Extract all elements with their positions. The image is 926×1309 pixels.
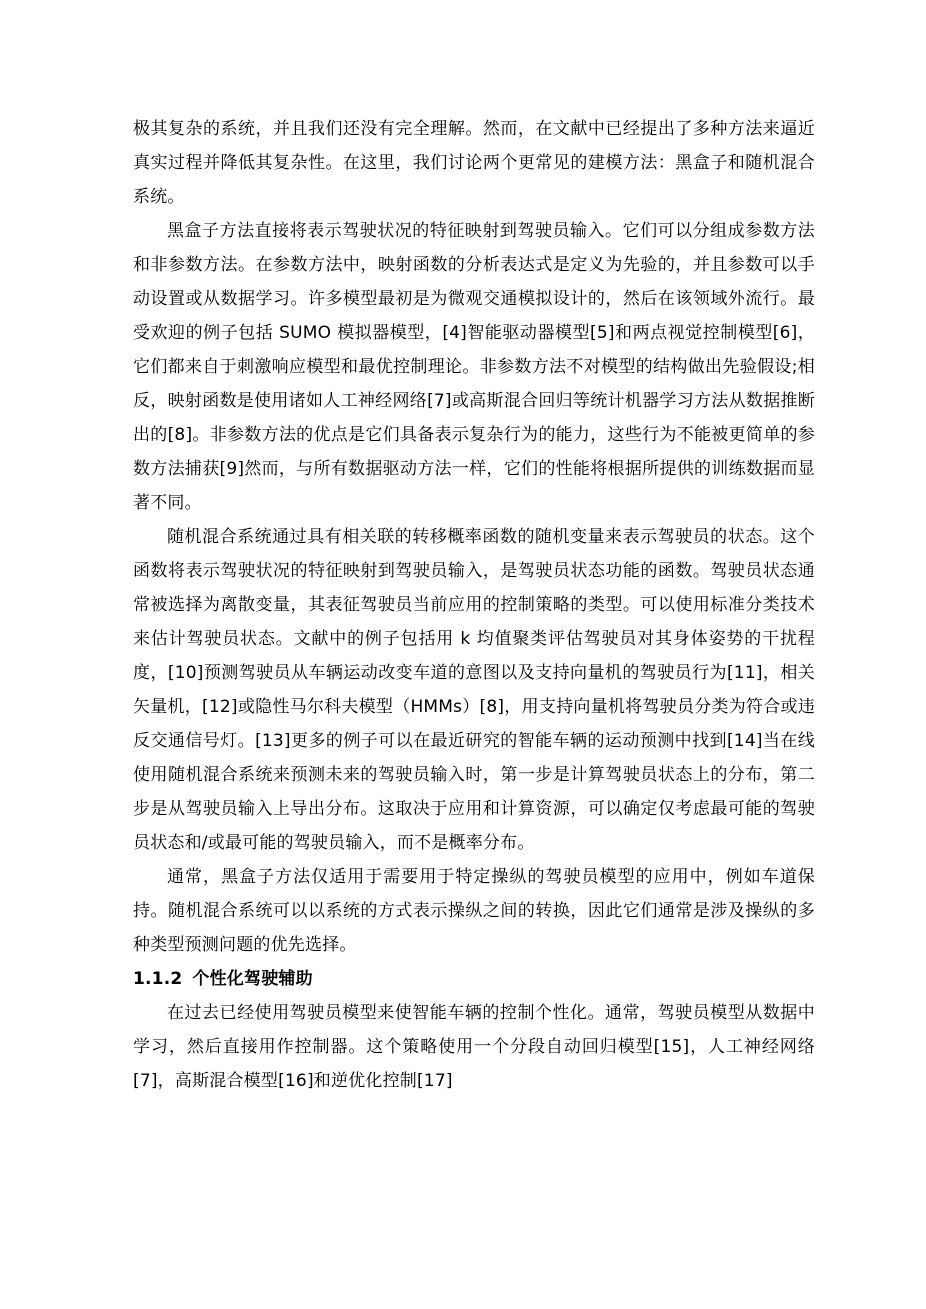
paragraph-comparison: 通常，黑盒子方法仅适用于需要用于特定操纵的驾驶员模型的应用中，例如车道保持。随机混合系统可以以系统的方式表示操纵之间的转换，因此它们通常是涉及操纵的多种类型预测问题的优先选择。 bbox=[133, 867, 815, 955]
paragraph-stochastic-hybrid-systems: 随机混合系统通过具有相关联的转移概率函数的随机变量来表示驾驶员的状态。这个函数将表示驾驶状况的特征映射到驾驶员输入，是驾驶员状态功能的函数。驾驶员状态通常被选择为离散变量，其表征驾驶员当前应用的控制策略的类型。可以使用标准分类技术来估计驾驶员状态。文献中的例子包括用 k 均值聚类评估驾驶员对其身体姿势的干扰程度，[10]预测驾驶员从车辆运动改变车道的意图以及支持向量机的驾驶员行为[11]，相关矢量机，[12]或隐性马尔科夫模型（HMMs）[8]，用支持向量机将驾驶员分类为符合或违反交通信号灯。[13]更多的例子可以在最近研究的智能车辆的运动预测中找到[14]当在线使用随机混合系统来预测未来的驾驶员输入时，第一步是计算驾驶员状态上的分布，第二步是从驾驶员输入上导出分布。这取决于应用和计算资源，可以确定仅考虑最可能的驾驶员状态和/或最可能的驾驶员输入，而不是概率分布。 bbox=[133, 527, 815, 853]
paragraph-black-box-methods: 黑盒子方法直接将表示驾驶状况的特征映射到驾驶员输入。它们可以分组成参数方法和非参数方法。在参数方法中，映射函数的分析表达式是定义为先验的，并且参数可以手动设置或从数据学习。许多模型最初是为微观交通模拟设计的，然后在该领域外流行。最受欢迎的例子包括 SUMO 模拟器模型，[4]智能驱动器模型[5]和两点视觉控制模型[6]，它们都来自于刺激响应模型和最优控制理论。非参数方法不对模型的结构做出先验假设;相反，映射函数是使用诸如人工神经网络[7]或高斯混合回归等统计机器学习方法从数据推断出的[8]。非参数方法的优点是它们具备表示复杂行为的能力，这些行为不能被更简单的参数方法捕获[9]然而，与所有数据驱动方法一样，它们的性能将根据所提供的训练数据而显著不同。 bbox=[133, 221, 815, 513]
section-heading bbox=[133, 962, 815, 996]
paragraph-continuation: 极其复杂的系统，并且我们还没有完全理解。然而，在文献中已经提出了多种方法来逼近真实过程并降低其复杂性。在这里，我们讨论两个更常见的建模方法：黑盒子和随机混合系统。 bbox=[133, 119, 815, 207]
section-title: 个性化驾驶辅助 bbox=[192, 969, 313, 989]
section-number: 1.1.2 bbox=[133, 969, 183, 989]
document-page bbox=[133, 112, 815, 1098]
paragraph-personalized-driving: 在过去已经使用驾驶员模型来使智能车辆的控制个性化。通常，驾驶员模型从数据中学习，然后直接用作控制器。这个策略使用一个分段自动回归模型[15]，人工神经网络[7]，高斯混合模型[16]和逆优化控制[17] bbox=[133, 1003, 815, 1091]
